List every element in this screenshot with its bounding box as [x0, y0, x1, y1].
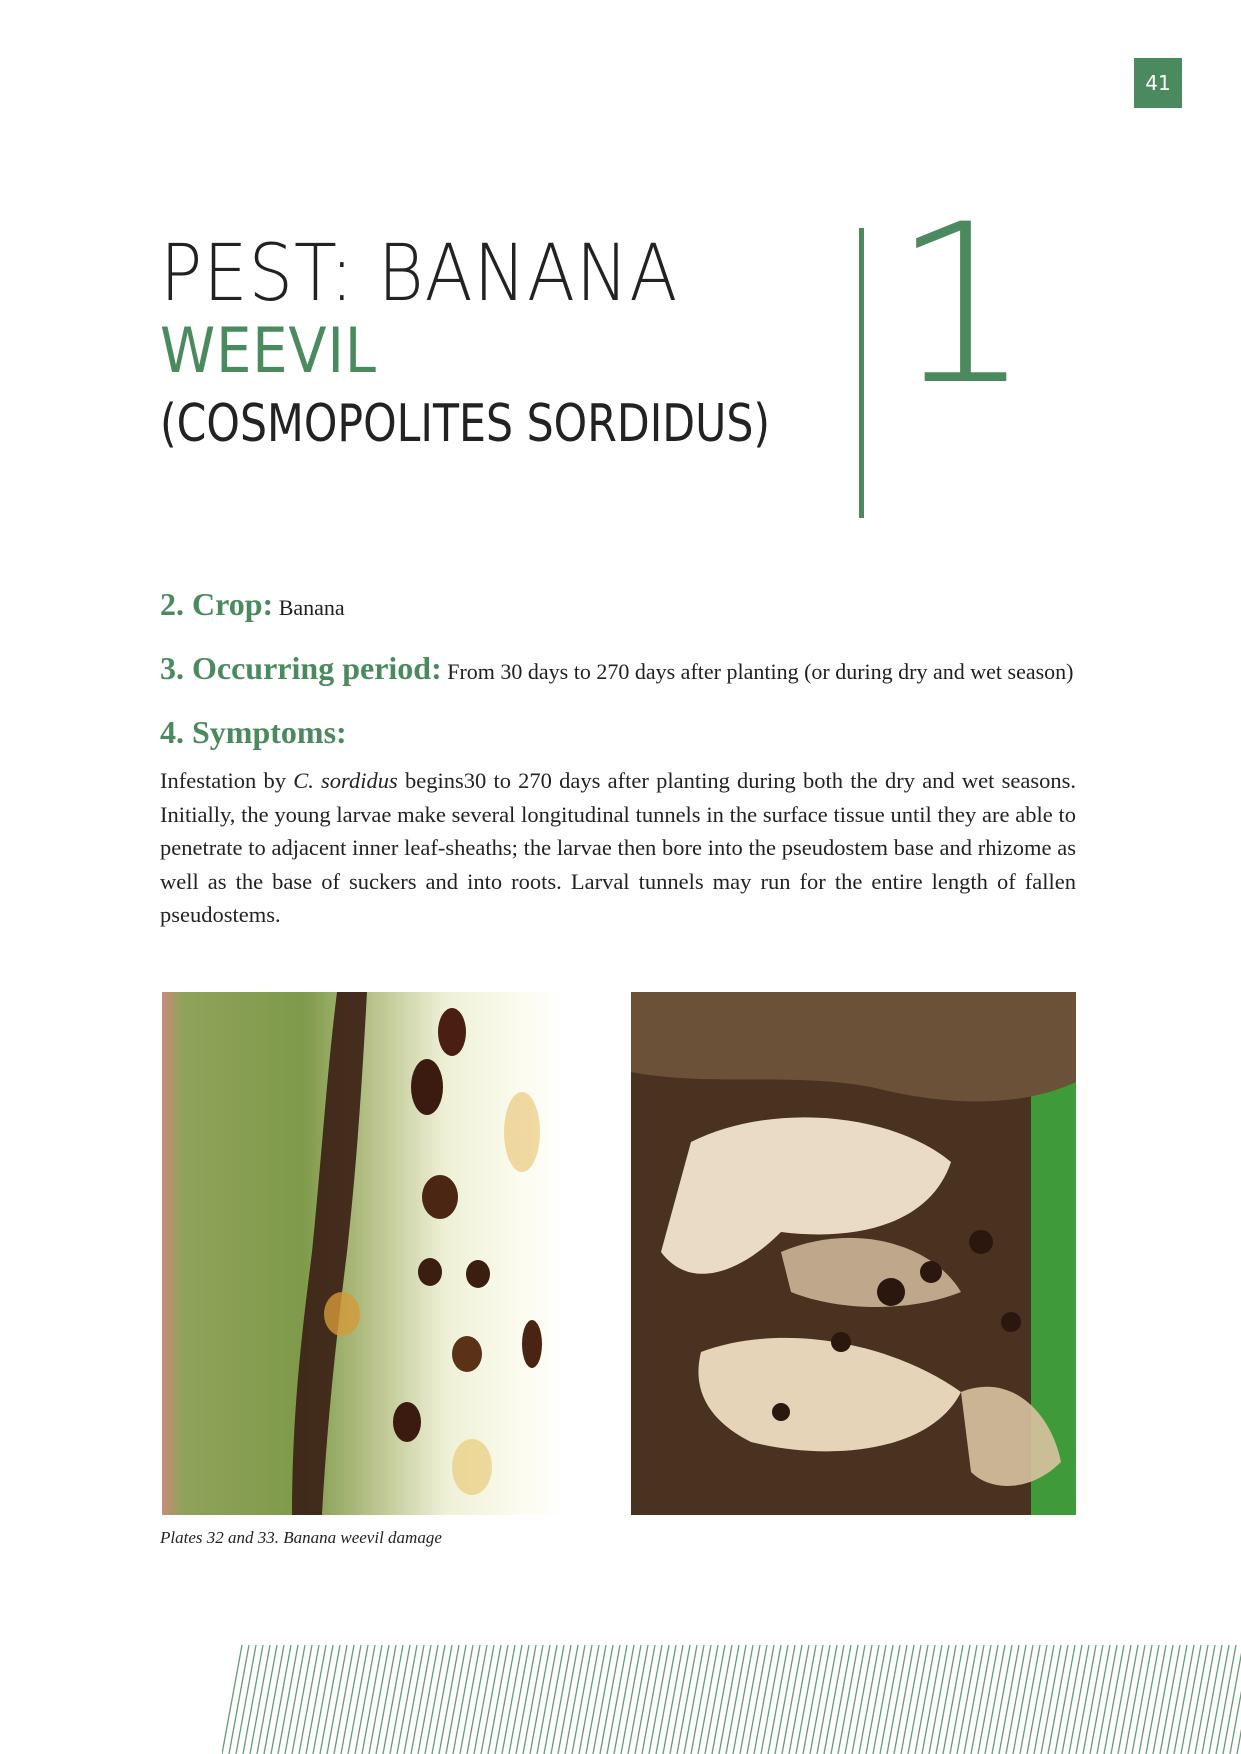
occurring-period-field	[160, 648, 1076, 692]
symptoms-text-rest: begins30 to 270 days after planting during both the dry and wet seasons. Initially, the young larvae make several longitudinal tunnels in the surface tissue until they are able to penetrate to adjacent inner leaf-sheaths; the larvae then bore into the pseudostem base and rhizome as well as the base of suckers and into roots. Larval tunnels may run for the entire length of fallen pseudostems.	[160, 768, 1076, 927]
crop-label: 2. Crop:	[160, 586, 274, 622]
title-line-scientific-name: (COSMOPOLITES SORDIDUS)	[160, 394, 771, 454]
occurring-period-value: From 30 days to 270 days after planting (or during dry and wet season)	[447, 659, 1074, 684]
title-line-pest: PEST: BANANA	[160, 229, 679, 319]
crop-value: Banana	[278, 595, 345, 620]
page-number: 41	[1134, 58, 1182, 108]
decorative-stripes	[222, 1645, 1241, 1754]
symptoms-heading: 4. Symptoms:	[160, 714, 347, 750]
plate-33-rhizome-damage-photo	[631, 992, 1076, 1515]
main-content	[160, 584, 1076, 932]
chapter-number: 1	[892, 177, 1032, 433]
symptoms-text-start: Infestation by	[160, 768, 294, 793]
crop-field	[160, 584, 1076, 628]
plates-caption: Plates 32 and 33. Banana weevil damage	[160, 1528, 442, 1547]
plate-32-pseudostem-damage-photo	[162, 992, 566, 1515]
chapter-title	[160, 229, 860, 462]
title-line-weevil: WEEVIL	[160, 314, 377, 387]
occurring-period-label: 3. Occurring period:	[160, 650, 442, 686]
species-name: C. sordidus	[293, 768, 398, 793]
symptoms-paragraph	[160, 764, 1076, 932]
chapter-divider	[859, 228, 864, 518]
